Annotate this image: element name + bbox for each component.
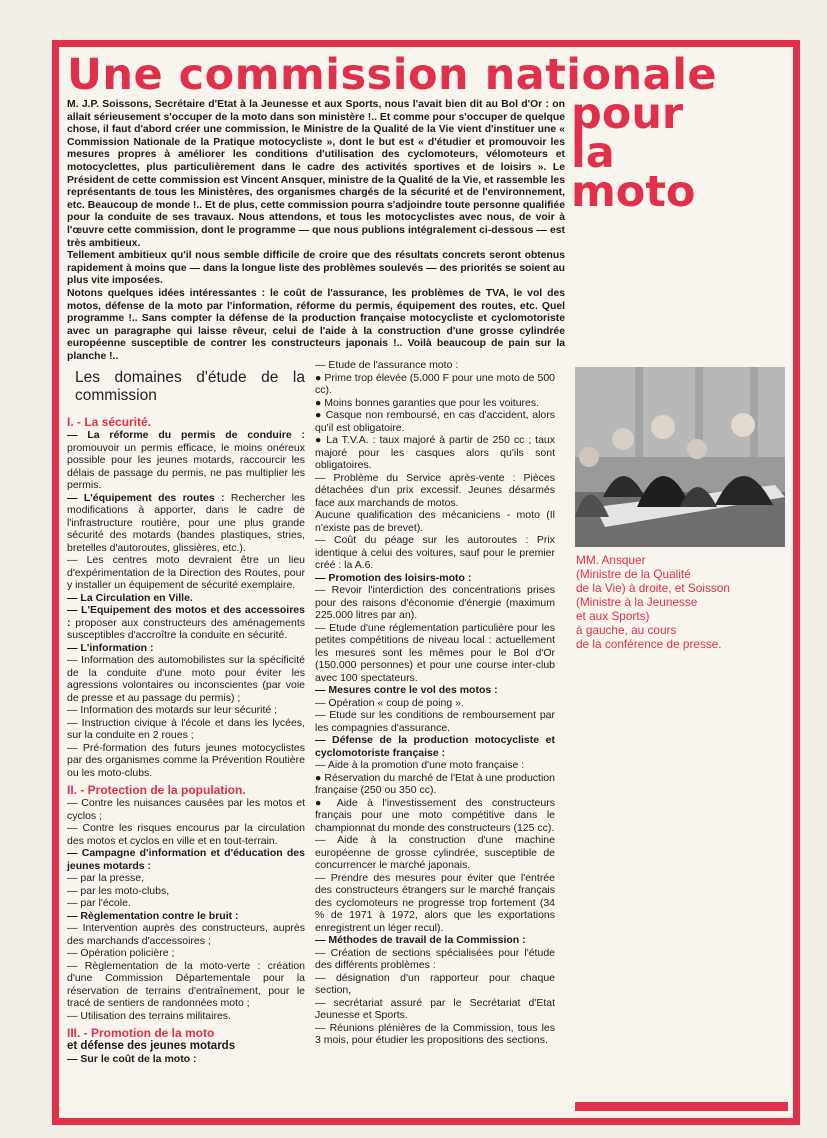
column-left [67,369,305,1065]
column-middle [315,359,555,1047]
decorative-rule [575,1102,788,1111]
paragraph-lead: — Méthodes de travail de la Commission : [315,934,526,946]
title-word-moto: moto [571,167,696,217]
paragraph: — Etude d'une réglementation particulière pour les petites compétitions de niveau local : actuellement les mesures sont les mêmes pour le Bol d'Or (150.000 personnes) et pour une course inter-club avec 100 spectateurs. [315,621,555,684]
intro-text [67,99,565,363]
photo-caption [576,553,791,651]
paragraph: — Contre les risques encourus par la circulation des motos et cyclos en ville et en tout-terrain. [67,822,305,847]
paragraph: — Utilisation des terrains militaires. [67,1009,231,1022]
paragraph: — Coût du péage sur les autoroutes : Prix identique à celui des voitures, sauf pour le premier créé : la A.6. [315,534,555,571]
paragraph: ● Prime trop élevée (5.000 F pour une moto de 500 cc). [315,371,555,396]
paragraph: — Instruction civique à l'école et dans les lycées, sur la conduite en 2 roues ; [67,716,305,741]
caption-line: (Ministre de la Qualité [576,567,691,581]
paragraph: — Information des automobilistes sur la spécificité de la conduite d'une moto pour éviter les agressions volontaires ou inconscientes (par voie de presse et au passage du permis) ; [67,654,305,704]
caption-line: de la conférence de presse. [576,637,722,651]
article-title: Une commission nationale [67,50,718,100]
paragraph [67,429,305,492]
paragraph-lead: — Campagne d'information et d'éducation des jeunes motards : [67,847,305,872]
intro-paragraph: Notons quelques idées intéressantes : le coût de l'assurance, les problèmes de TVA, le vol des motos, défense de la moto par l'information, réforme du permis, équipement des routes, etc. Quel programme !.. Sans compter la défense de la production française motocycliste et cyclomotoriste avec un paragraphe qui laisse rêveur, celui de l'aide à la construction d'une grosse cylindrée européenne susceptible de contrer les constructeurs japonais !.. Voilà beaucoup de pain sur la planche !.. [67,287,565,362]
article-frame [52,40,800,1125]
paragraph: — Prendre des mesures pour éviter que l'entrée des constructeurs étrangers sur le marché français des cyclomoteurs ne progresse trop fortement (34 % de 1971 à 1972, alors que les exportations enregistrent un léger recul). [315,871,555,934]
paragraph: — Réunions plénières de la Commission, tous les 3 mois, pour étudier les propositions des sections. [315,1021,555,1046]
paragraph: — secrétariat assuré par le Secrétariat d'Etat Jeunesse et Sports. [315,996,555,1021]
caption-line: (Ministre à la Jeunesse [576,595,698,609]
article-title-side [571,89,696,217]
caption-line: à gauche, au cours [576,623,677,637]
section-heading-promotion: III. - Promotion de la moto [67,1026,215,1040]
paragraph-lead: — Défense de la production motocycliste et cyclomotoriste française : [315,734,555,759]
paragraph-lead: — La Circulation en Ville. [67,591,193,604]
paragraph: ● Réservation du marché de l'Etat à une production française (250 ou 350 cc). [315,771,555,796]
intro-paragraph: M. J.P. Soissons, Secrétaire d'Etat à la Jeunesse et aux Sports, nous l'avait bien dit au Bol d'Or : on allait sérieusement s'occuper de la moto dans son ministère !.. Et comme pour s'occuper de quelque chose, il faut d'abord créer une commission, le Ministre de la Qualité de la Vie vient d'instituer une « Commission Nationale de la Pratique motocycliste », dont le but est « d'étudier et promouvoir les mesures propres à améliorer les conditions d'utilisation des cyclomoteurs, vélomoteurs et motocyclettes, plus particulièrement dans le cadre des activités sportives et de loisirs ». Le Président de cette commission est Vincent Ansquer, ministre de la Qualité de la Vie, et rassemble les représentants de tous les Ministères, des organismes chargés de la sécurité et de l'environnement, etc. Beaucoup de monde !.. Et de plus, cette commission pourra s'adjoindre toute personne qualifiée pour la conduite de ses travaux. Nous attendons, et tous les motocyclistes avec nous, de voir à l'œuvre cette commission, dont le programme — que nous publions intégralement ci-dessous — est très ambitieux. [67,99,565,249]
section-heading-securite: I. - La sécurité. [67,415,152,429]
paragraph: — Revoir l'interdiction des concentrations prises pour des raisons d'économie d'énergie (maximum 225.000 litres par an). [315,584,555,621]
paragraph: — Les centres moto devraient être un lieu d'expérimentation de la Direction des Routes, pour y installer un équipement de sécurité exemplaire. [67,554,305,591]
paragraph: — par l'école. [67,897,131,909]
paragraph-lead: — La réforme du permis de conduire : [67,429,305,441]
paragraph: — Information des motards sur leur sécurité ; [67,704,278,716]
paragraph-body: Rechercher les modifications à apporter, dans le cadre de l'infrastructure routière, pour une plus grande sécurité des motards (bandes plastiques, stries, bretelles d'autoroutes, glissières, etc.). [67,491,306,554]
section-heading-protection: II. - Protection de la population. [67,783,246,797]
paragraph [67,492,305,555]
paragraph-lead: — L'équipement des routes : [67,491,225,504]
caption-line: MM. Ansquer [576,553,646,567]
intro-paragraph: Tellement ambitieux qu'il nous semble difficile de croire que des résultats concrets seront obtenus rapidement à moins que — dans la longue liste des problèmes soulevés — des priorités se soient au plus vite imposées. [67,250,565,287]
paragraph-lead: — L'Equipement des motos et des accessoires : [67,604,305,629]
paragraph: — Aide à la construction d'une machine européenne de grosse cylindrée, susceptible de concurrencer le marché japonais. [315,834,555,871]
photo-illustration [575,367,785,547]
paragraph-body: proposer aux constructeurs des aménagements susceptibles d'accroître la conduite en sécurité. [67,616,305,641]
paragraph: — Création de sections spécialisées pour l'étude des différents problèmes : [315,946,555,971]
paragraph: — par la presse, [67,872,145,884]
paragraph: — Opération policière ; [67,947,175,959]
paragraph: ● Casque non remboursé, en cas d'accident, alors qu'il est obligatoire. [315,409,555,434]
paragraph-lead: — Règlementation contre le bruit : [67,909,239,922]
paragraph: — Règlementation de la moto-verte : création d'une Commission Départementale pour la réservation de terrains d'entraînement, pour le tracé de sentiers de randonnées moto ; [67,959,305,1009]
paragraph: ● Moins bonnes garanties que pour les voitures. [315,396,540,409]
title-word-pour: pour [571,89,684,139]
title-word-la: la [571,128,615,178]
paragraph: ● Aide à l'investissement des constructeurs français pour une moto compétitive dans le championnat du monde des constructeurs (125 cc). [315,796,555,834]
paragraph-body: promouvoir un permis efficace, le moins onéreux possible pour les jeunes motards, raccourcir les délais de passage du permis, ne pas multiplier les permis. [67,441,305,491]
paragraph-lead: — L'information : [67,641,154,654]
paragraph: — Intervention auprès des constructeurs, auprès des marchands d'accessoires ; [67,922,305,947]
paragraph: — Aide à la promotion d'une moto française : [315,759,525,771]
paragraph: — désignation d'un rapporteur pour chaque section, [315,971,555,996]
paragraph-lead: — Sur le coût de la moto : [67,1052,197,1065]
paragraph: — Opération « coup de poing ». [315,696,464,709]
paragraph [67,604,305,642]
paragraph: — Problème du Service après-vente : Pièces détachées d'un prix excessif. Jeunes désarmés face aux marchands de motos. [315,471,555,509]
paragraph: ● La T.V.A. : taux majoré à partir de 250 cc ; taux majoré pour les casques alors qu'ils sont obligatoires. [315,434,555,471]
paragraph: — Pré-formation des futurs jeunes motocyclistes par des organismes comme la Prévention Routière ou les moto-clubs. [67,741,305,779]
press-conference-photo [575,367,785,547]
paragraph: — Etude sur les conditions de remboursement par les compagnies d'assurance. [315,709,555,734]
paragraph: — par les moto-clubs, [67,884,170,897]
paragraph: — Etude de l'assurance moto : [315,359,459,371]
section-heading-promotion-sub: et défense des jeunes motards [67,1040,236,1052]
domains-heading: Les domaines d'étude de la commission [75,369,305,404]
paragraph-lead: — Mesures contre le vol des motos : [315,684,498,696]
paragraph: Aucune qualification des mécaniciens - moto (Il n'existe pas de brevet). [315,509,555,534]
caption-line: de la Vie) à droite, et Soisson [576,581,730,595]
caption-line: et aux Sports) [576,609,650,623]
paragraph: — Contre les nuisances causées par les motos et cyclos ; [67,797,305,822]
paragraph-lead: — Promotion des loisirs-moto : [315,571,472,584]
